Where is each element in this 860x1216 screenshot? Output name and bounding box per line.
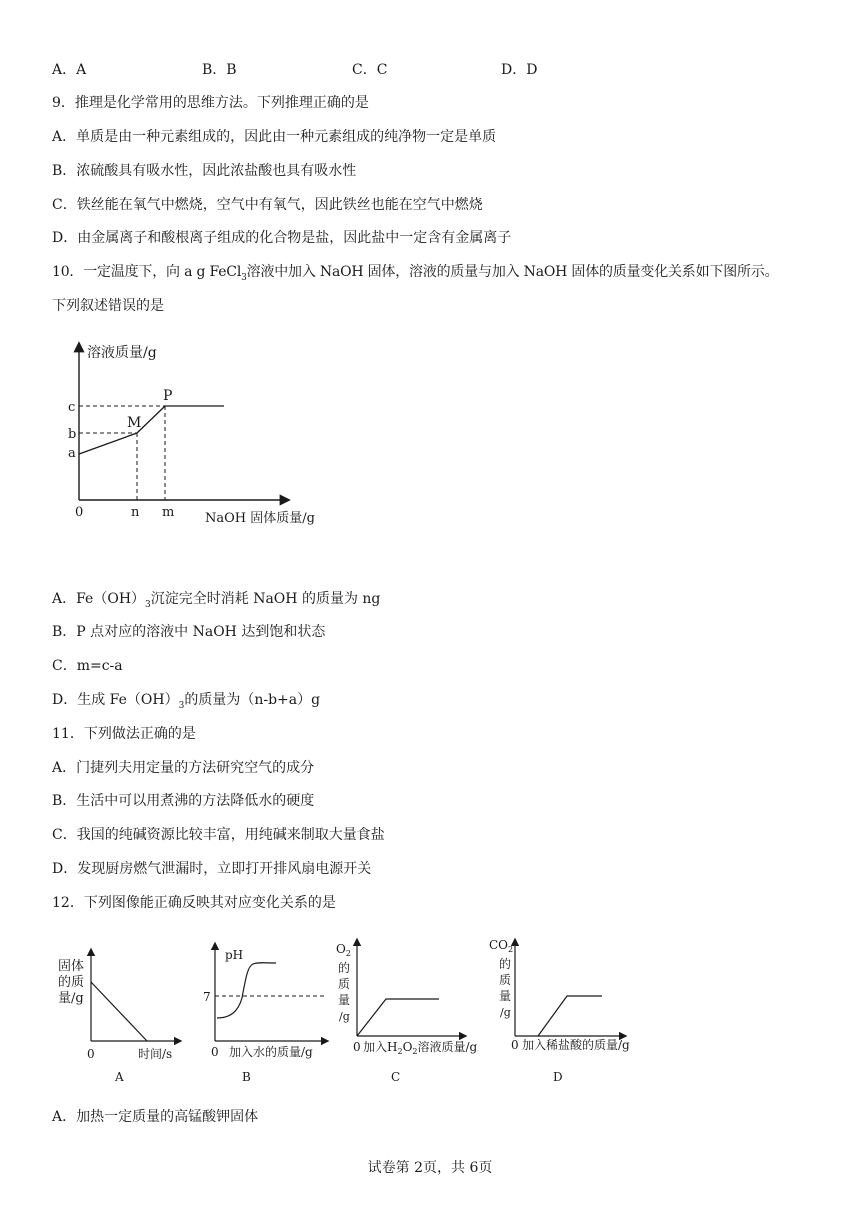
q12-stem: 12．下列图像能正确反映其对应变化关系的是 (52, 895, 336, 911)
q12-c-origin: 0 (353, 1040, 361, 1054)
q12-d-caption: D (553, 1070, 563, 1084)
q10-stem-line2: 下列叙述错误的是 (52, 298, 164, 314)
q12-graph-b (203, 944, 327, 1084)
q11-option-b: B．生活中可以用煮沸的方法降低水的硬度 (52, 793, 315, 809)
q12-c-ylabel-5: /g (339, 1010, 350, 1023)
q12-d-ylabel-4: 量 (499, 989, 512, 1003)
q12-a-caption: A (115, 1070, 124, 1084)
q10-ylabel: 溶液质量/g (87, 345, 157, 361)
q10-stem: 10．一定温度下，向 a g FeCl$_3$溶液中加入 NaOH 固体，溶液的质量与加入 NaOH 固体的质量变化关系如下图所示。 (52, 264, 779, 283)
q12-b-caption: B (242, 1070, 251, 1084)
page-footer: 试卷第 2页，共 6页 (367, 1160, 493, 1176)
q12-a-ylabel-1: 固体 (58, 959, 85, 974)
q9-stem: 9．推理是化学常用的思维方法。下列推理正确的是 (52, 95, 369, 111)
q12-graph-d (489, 938, 630, 1084)
q12-a-ylabel-2: 的质 (58, 975, 85, 990)
q12-d-xlabel: 加入稀盐酸的质量/g (522, 1038, 630, 1052)
q12-c-ylabel: $O_2$ (336, 942, 351, 958)
q12-b-tick-7: 7 (203, 990, 211, 1004)
q12-graph-a (58, 950, 180, 1084)
q10-point-p: P (163, 388, 173, 404)
q12-b-xlabel: 加入水的质量/g (229, 1045, 313, 1059)
q12-c-ylabel-4: 量 (338, 993, 351, 1007)
q12-c-xlabel: 加入$H_2O_2$溶液质量/g (363, 1040, 478, 1056)
q11-stem: 11．下列做法正确的是 (52, 726, 196, 742)
q12-a-origin: 0 (87, 1047, 95, 1061)
q11-option-c: C．我国的纯碱资源比较丰富，用纯碱来制取大量食盐 (52, 827, 385, 843)
q12-c-ylabel-2: 的 (338, 961, 351, 975)
q12-c-ylabel-3: 质 (338, 977, 351, 991)
q10-curve (79, 406, 224, 454)
q12-a-ylabel-3: 量/g (58, 991, 84, 1006)
q12-b-ylabel: pH (225, 948, 244, 962)
q10-ytick-b: b (68, 427, 77, 442)
q12-d-ylabel-2: 的 (499, 957, 512, 971)
q12-c-line (357, 999, 439, 1036)
q10-option-a: A．$Fe(OH)_3$沉淀完全时消耗 NaOH 的质量为 ng (52, 591, 381, 610)
q12-b-origin: 0 (211, 1045, 219, 1059)
q10-origin: 0 (75, 505, 84, 520)
q12-d-ylabel: $CO_2$ (489, 938, 514, 954)
q12-option-a: A．加热一定质量的高锰酸钾固体 (52, 1109, 259, 1125)
q8-option-d: D．D (501, 62, 538, 78)
q9-option-c: C．铁丝能在氧气中燃烧，空气中有氧气，因此铁丝也能在空气中燃烧 (52, 197, 483, 213)
q12-c-caption: C (391, 1070, 401, 1084)
q9-option-a: A．单质是由一种元素组成的，因此由一种元素组成的纯净物一定是单质 (52, 129, 497, 145)
q12-a-line (91, 982, 147, 1041)
q12-b-curve (217, 963, 276, 1018)
q10-xlabel: NaOH 固体质量/g (205, 511, 315, 526)
q12-d-line (538, 996, 602, 1036)
q10-xtick-m: m (162, 505, 175, 520)
q10-option-c: C．m=c-a (52, 658, 123, 674)
q10-option-d: D．生成 $Fe(OH)_3$的质量为（n-b+a）g (52, 692, 321, 711)
q11-option-d: D．发现厨房燃气泄漏时，立即打开排风扇电源开关 (52, 861, 372, 877)
q12-d-origin: 0 (511, 1038, 519, 1052)
q8-option-b: B．B (202, 62, 237, 78)
q10-point-m: M (127, 415, 142, 431)
q10-ytick-a: a (68, 446, 76, 461)
q11-option-a: A．门捷列夫用定量的方法研究空气的成分 (52, 760, 315, 776)
q8-option-c: C．C (352, 62, 388, 78)
q12-graphs (50, 936, 670, 1091)
q12-graph-c (336, 940, 478, 1084)
q12-d-ylabel-3: 质 (499, 973, 512, 987)
q12-d-ylabel-5: /g (500, 1006, 511, 1019)
q9-option-b: B．浓硫酸具有吸水性，因此浓盐酸也具有吸水性 (52, 163, 357, 179)
q10-option-b: B．P 点对应的溶液中 NaOH 达到饱和状态 (52, 624, 326, 640)
q10-graph (50, 330, 350, 535)
q10-ytick-c: c (68, 400, 76, 415)
q9-option-d: D．由金属离子和酸根离子组成的化合物是盐，因此盐中一定含有金属离子 (52, 230, 512, 246)
q12-a-xlabel: 时间/s (138, 1047, 173, 1061)
q8-option-a: A．A (52, 62, 87, 78)
q10-xtick-n: n (131, 505, 140, 520)
